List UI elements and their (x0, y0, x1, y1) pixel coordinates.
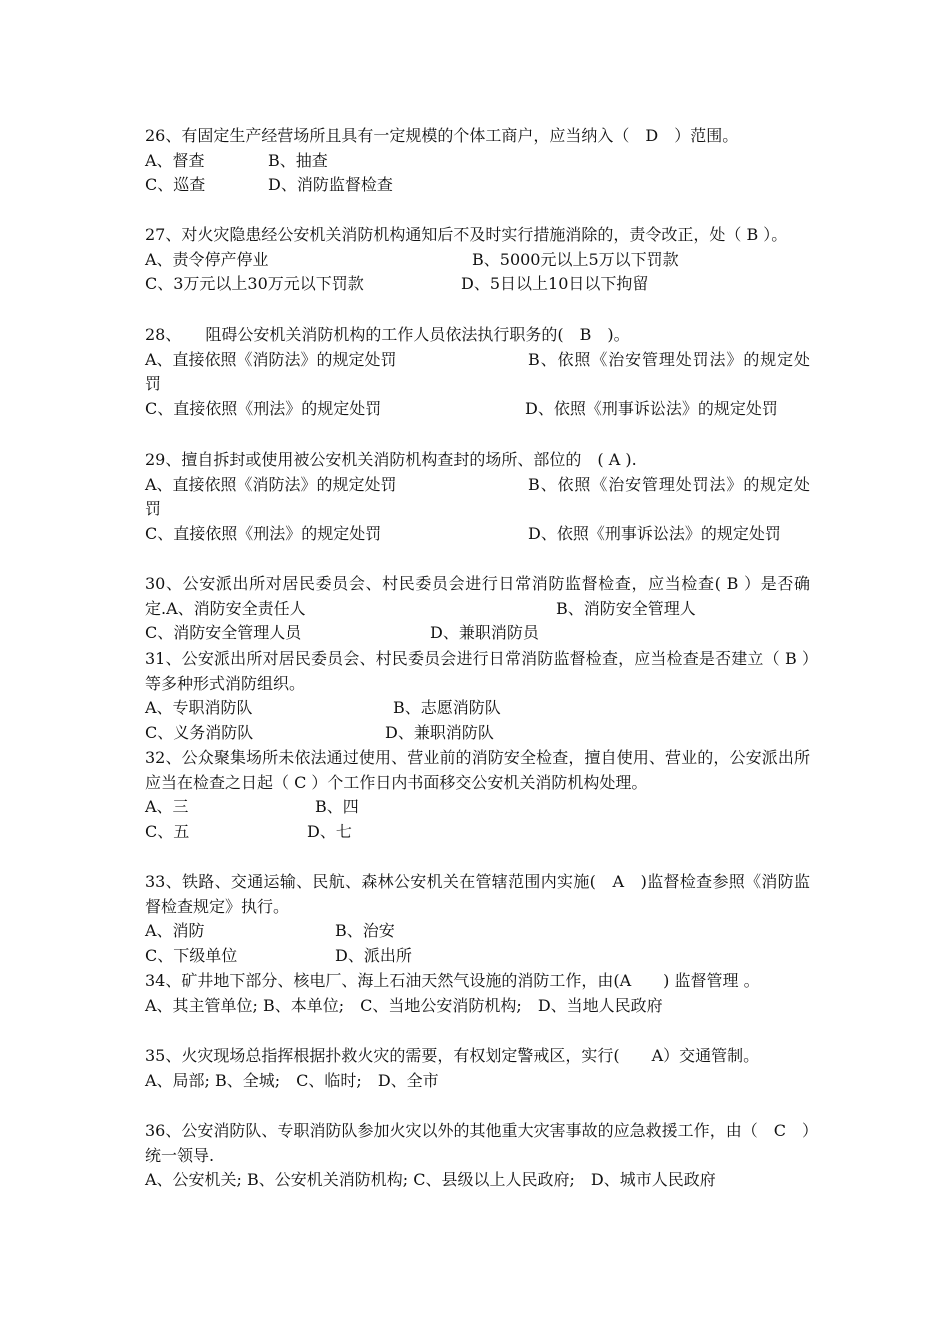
question-text: 29、擅自拆封或使用被公安机关消防机构查封的场所、部位的 ( A ). (145, 450, 637, 469)
question-text: 34、矿井地下部分、核电厂、海上石油天然气设施的消防工作，由(A ) 监督管理 。 (145, 971, 760, 990)
option-a: A、直接依照《消防法》的规定处罚 (145, 474, 397, 494)
option-a: A、直接依照《消防法》的规定处罚 (145, 349, 397, 369)
option-a: A、督查 (145, 150, 205, 170)
option-row (145, 696, 810, 721)
question-text: 26、有固定生产经营场所且具有一定规模的个体工商户，应当纳入（ D ）范围。 (145, 126, 739, 145)
option-c: C、下级单位 (145, 945, 238, 965)
question-text-row (145, 572, 810, 621)
option-row (145, 820, 810, 845)
option-b-text: B、依照《治安管理处罚法》的规定处罚 (145, 474, 810, 519)
option-row (145, 795, 810, 820)
option-b-text: B、依照《治安管理处罚法》的规定处罚 (145, 349, 810, 394)
option-d-text: D、依照《刑事诉讼法》的规定处罚 (525, 398, 778, 418)
question-text: 27、对火灾隐患经公安机关消防机构通知后不及时实行措施消除的，责令改正，处（ B ）。 (145, 225, 788, 244)
option-c: C、巡查 (145, 175, 206, 195)
question-28 (145, 323, 810, 446)
option-d: D、派出所 (335, 945, 412, 965)
option-c: C、五 (145, 821, 190, 841)
option-d: D、5日以上10日以下拘留 (461, 274, 649, 294)
option-c: C、义务消防队 (145, 722, 254, 742)
question-35 (145, 1044, 810, 1093)
option-a: A、三 (145, 797, 189, 817)
option-d: D、兼职消防员 (430, 623, 539, 643)
option-row (145, 721, 810, 746)
option-line: A、公安机关; B、公安机关消防机构; C、县级以上人民政府; D、城市人民政府 (145, 1170, 716, 1190)
question-33 (145, 870, 810, 968)
question-30 (145, 572, 810, 646)
option-a: A、责令停产停业 (145, 249, 269, 269)
option-c: C、消防安全管理人员 (145, 623, 302, 643)
option-a: A、消防 (145, 921, 205, 941)
option-c: C、直接依照《刑法》的规定处罚 (145, 398, 382, 418)
question-text: 33、铁路、交通运输、民航、森林公安机关在管辖范围内实施( A )监督检查参照《消防监督检查规定》执行。 (145, 872, 810, 916)
option-row (145, 173, 810, 198)
question-text: 30、公安派出所对居民委员会、村民委员会进行日常消防监督检查，应当检查( B ）是否确定.A、消防安全责任人 (145, 574, 810, 618)
option-d: D、兼职消防队 (385, 722, 494, 742)
option-row (145, 149, 810, 174)
option-b: B、四 (315, 797, 359, 817)
option-row (145, 248, 810, 273)
option-line: A、其主管单位; B、本单位; C、当地公安消防机构; D、当地人民政府 (145, 995, 663, 1015)
option-line: A、局部; B、全城; C、临时; D、全市 (145, 1070, 439, 1090)
option-c: C、直接依照《刑法》的规定处罚 (145, 523, 382, 543)
question-31 (145, 647, 810, 745)
option-row (145, 272, 810, 297)
option-row (145, 348, 810, 397)
option-b: B、抽查 (268, 150, 328, 170)
question-27 (145, 223, 810, 297)
question-text: 35、火灾现场总指挥根据扑救火灾的需要，有权划定警戒区，实行( A）交通管制。 (145, 1046, 760, 1065)
option-b: B、治安 (335, 921, 395, 941)
option-row (145, 621, 810, 646)
option-c: C、3万元以上30万元以下罚款 (145, 274, 364, 294)
question-32 (145, 746, 810, 844)
option-d: D、消防监督检查 (268, 175, 393, 195)
question-text: 32、公众聚集场所未依法通过使用、营业前的消防安全检查，擅自使用、营业的，公安派出所应当在检查之日起（ C ）个工作日内书面移交公安机关消防机构处理。 (145, 748, 810, 792)
option-row (145, 473, 810, 522)
question-text: 36、公安消防队、专职消防队参加火灾以外的其他重大灾害事故的应急救援工作，由（ C ）统一领导. (145, 1121, 810, 1165)
question-29 (145, 448, 810, 571)
option-d-text: D、依照《刑事诉讼法》的规定处罚 (528, 523, 781, 543)
option-row (145, 397, 810, 446)
question-34 (145, 969, 810, 1018)
option-b: B、消防安全管理人 (556, 598, 696, 618)
option-row (145, 944, 810, 969)
question-text: 31、公安派出所对居民委员会、村民委员会进行日常消防监督检查，应当检查是否建立（ B ）等多种形式消防组织。 (145, 649, 810, 693)
option-b: B、志愿消防队 (393, 698, 501, 718)
option-row (145, 919, 810, 944)
option-b: B、5000元以上5万以下罚款 (472, 249, 679, 269)
option-a: A、专职消防队 (145, 698, 253, 718)
option-d: D、七 (307, 821, 352, 841)
question-36 (145, 1119, 810, 1193)
option-row (145, 522, 810, 571)
question-text: 28、 阻碍公安机关消防机构的工作人员依法执行职务的( B )。 (145, 325, 630, 344)
question-26 (145, 124, 810, 198)
